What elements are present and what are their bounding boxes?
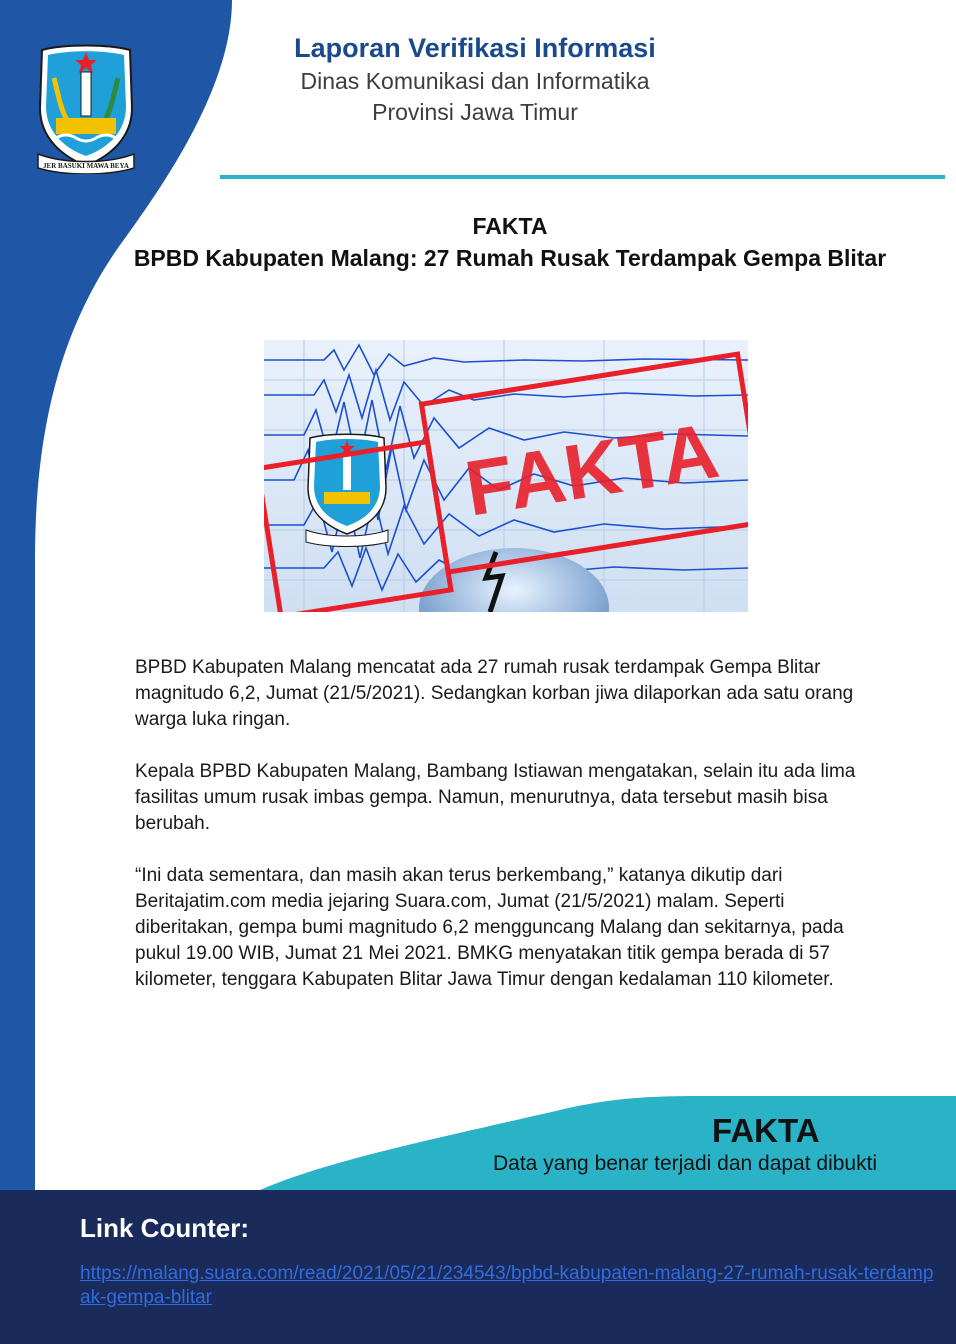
body-paragraph-3: “Ini data sementara, dan masih akan terus berkembang,” katanya dikutip dari Beritajatim.com media jejaring Suara.com, Jumat (21/5/2021) malam. Seperti diberitakan, gempa bumi magnitudo 6,2 mengguncang Malang dan sekitarnya, pada pukul 19.00 WIB, Jumat 21 Mei 2021. BMKG menyatakan titik gempa berada di 57 kilometer, tenggara Kabupaten Blitar Jawa Timur dengan kedalaman 110 kilometer.	[135, 865, 844, 990]
hero-image	[264, 340, 748, 612]
body-paragraph-2: Kepala BPBD Kabupaten Malang, Bambang Istiawan mengatakan, selain itu ada lima fasilitas umum rusak imbas gempa. Namun, menurutnya, data tersebut masih bisa berubah.	[135, 761, 856, 834]
agency-name: Dinas Komunikasi dan Informatika	[300, 68, 650, 94]
report-header	[240, 30, 710, 128]
province-logo	[34, 38, 138, 174]
article-headline: BPBD Kabupaten Malang: 27 Rumah Rusak Terdampak Gempa Blitar	[133, 245, 887, 271]
verdict-description: Data yang benar terjadi dan dapat dibukti	[493, 1152, 878, 1175]
source-link[interactable]: https://malang.suara.com/read/2021/05/21/234543/bpbd-kabupaten-malang-27-rumah-rusak-terdampak-gempa-blitar	[80, 1263, 934, 1308]
logo-base	[56, 118, 116, 134]
link-counter-label: Link Counter:	[80, 1213, 249, 1243]
report-title: Laporan Verifikasi Informasi	[294, 33, 656, 63]
article-title-block	[110, 210, 910, 274]
logo-motto: JER BASUKI MAWA BEYA	[43, 162, 129, 170]
header-divider	[220, 175, 945, 179]
logo-monument	[81, 72, 91, 116]
stamp-text: FAKTA	[459, 405, 725, 533]
article-body	[135, 655, 875, 1019]
province-name: Provinsi Jawa Timur	[372, 99, 578, 125]
verdict-label: FAKTA	[712, 1112, 820, 1149]
body-paragraph-1: BPBD Kabupaten Malang mencatat ada 27 rumah rusak terdampak Gempa Blitar magnitudo 6,2, Jumat (21/5/2021). Sedangkan korban jiwa dilaporkan ada satu orang warga luka ringan.	[135, 657, 854, 730]
article-label: FAKTA	[472, 213, 548, 239]
